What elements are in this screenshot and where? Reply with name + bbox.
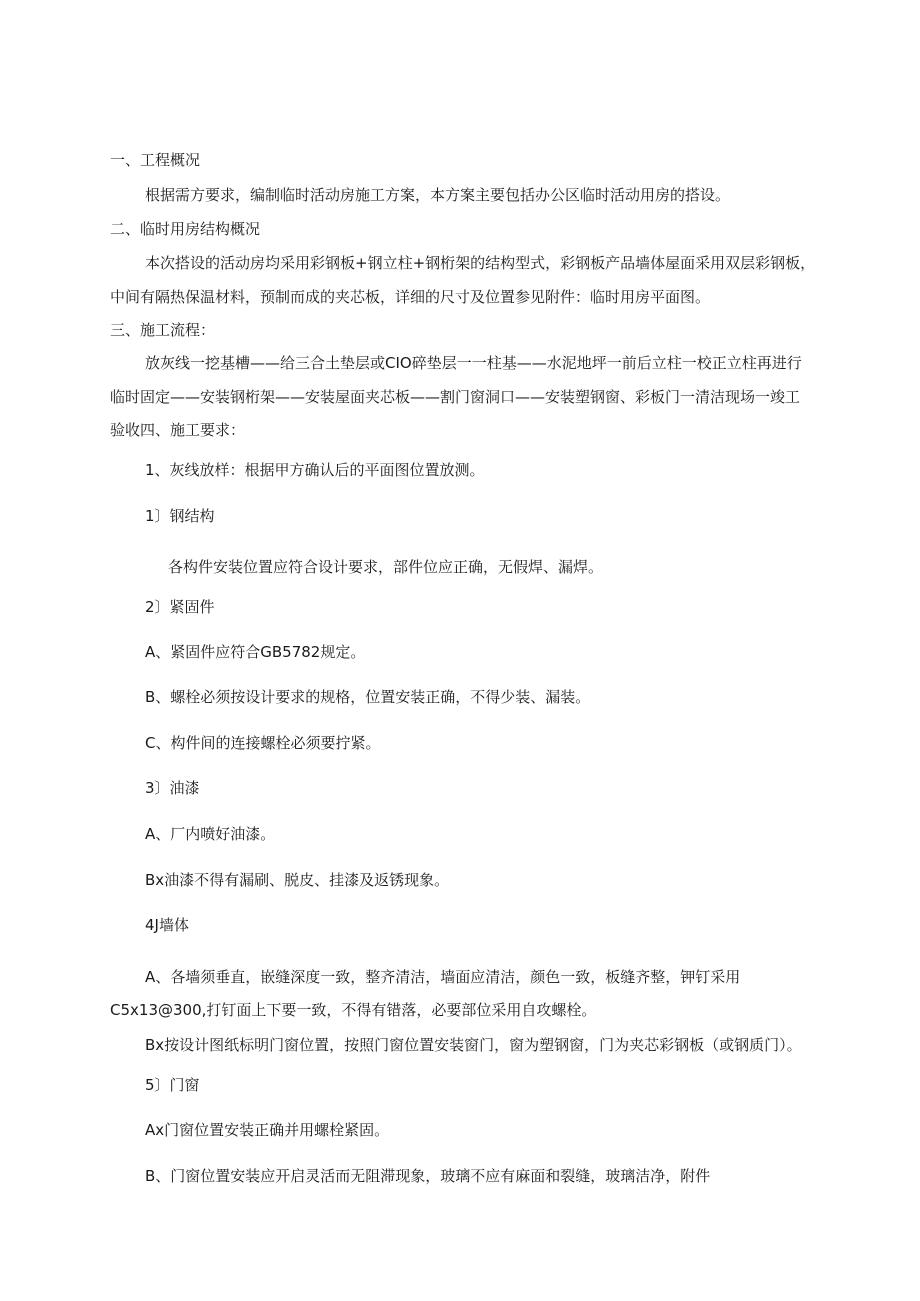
list-item: Ax门窗位置安装正确并用螺栓紧固。 (145, 1121, 390, 1139)
subheading: 3〕油漆 (145, 779, 200, 797)
paragraph-line: 验收四、施工要求： (110, 421, 246, 439)
subheading: 1〕钢结构 (145, 507, 215, 525)
paragraph-line: 本次搭设的活动房均采用彩钢板+钢立柱+钢桁架的结构型式，彩钢板产品墙体屋面采用双层彩钢板， (145, 254, 816, 272)
paragraph-line: 放灰线一挖基槽——给三合土垫层或CIO碎垫层一一柱基——水泥地坪一前后立柱一校正立柱再进行 (145, 354, 802, 372)
paragraph-line: 根据需方要求，编制临时活动房施工方案，本方案主要包括办公区临时活动用房的搭设。 (145, 186, 731, 204)
paragraph-line: C5x13@300,打钉面上下要一致，不得有错落，必要部位采用自攻螺栓。 (110, 1001, 597, 1019)
list-item: C、构件间的连接螺栓必须要拧紧。 (145, 734, 381, 752)
paragraph-line: 各构件安装位置应符合设计要求，部件位应正确，无假焊、漏焊。 (168, 558, 604, 576)
list-item: B、螺栓必须按设计要求的规格，位置安装正确，不得少装、漏装。 (145, 688, 591, 706)
paragraph-line: 中间有隔热保温材料，预制而成的夹芯板，详细的尺寸及位置参见附件：临时用房平面图。 (110, 288, 711, 306)
subheading: 4J墙体 (145, 916, 189, 934)
paragraph-line: 临时固定——安装钢桁架——安装屋面夹芯板——割门窗洞口——安装塑钢窗、彩板门一清洁现场一竣工 (110, 388, 801, 406)
list-item: Bx油漆不得有漏刷、脱皮、挂漆及返锈现象。 (145, 871, 450, 889)
list-item: A、各墙须垂直，嵌缝深度一致，整齐清洁，墙面应清洁，颜色一致，板缝齐整，钾钉采用 (145, 968, 741, 986)
list-item: B、门窗位置安装应开启灵活而无阻滞现象，玻璃不应有麻面和裂缝，玻璃洁净，附件 (145, 1167, 711, 1185)
section-heading-overview: 一、工程概况 (110, 151, 201, 169)
section-heading-structure: 二、临时用房结构概况 (110, 220, 261, 238)
subheading: 2〕紧固件 (145, 598, 215, 616)
section-heading-process: 三、施工流程： (110, 321, 216, 339)
list-item: 1、灰线放样：根据甲方确认后的平面图位置放测。 (145, 461, 485, 479)
list-item: A、厂内喷好油漆。 (145, 825, 276, 843)
subheading: 5〕门窗 (145, 1076, 200, 1094)
list-item: Bx按设计图纸标明门窗位置，按照门窗位置安装窗门，窗为塑钢窗，门为夹芯彩钢板（或钢质门）。 (145, 1036, 802, 1054)
list-item: A、紧固件应符合GB5782规定。 (145, 643, 366, 661)
